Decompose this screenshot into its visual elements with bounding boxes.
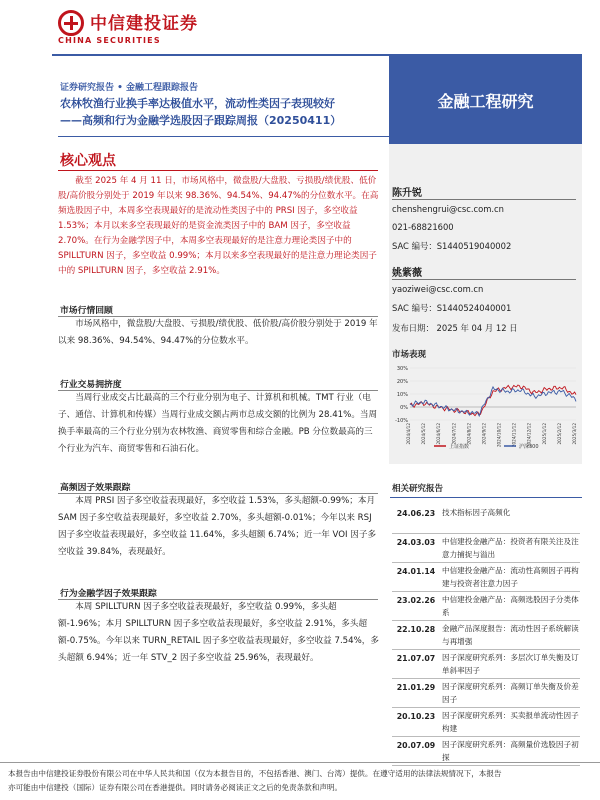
report-title: 农林牧渔行业换手率达极值水平，流动性类因子表现较好 bbox=[60, 97, 335, 110]
chart-y-tick-label: 10% bbox=[396, 392, 408, 398]
chart-y-tick-label: 30% bbox=[396, 366, 408, 372]
chart-x-tick-label: 2024/7/12 bbox=[451, 423, 457, 445]
related-report-title[interactable]: 因子深度研究系列：多层次订单失衡及订单斜率因子 bbox=[442, 653, 579, 675]
related-heading: 相关研究报告 bbox=[392, 484, 444, 494]
related-report-date: 24.06.23 bbox=[396, 509, 436, 518]
section-heading-behavior-factor: 行为金融学因子效果跟踪 bbox=[60, 589, 157, 599]
analyst-email: chenshengrui@csc.com.cn bbox=[392, 204, 504, 214]
report-subtitle: ——高频和行为金融学选股因子跟踪周报（20250411） bbox=[60, 114, 342, 127]
related-report-title[interactable]: 中信建投金融产品：流动性高频因子再构建与投资者注意力因子 bbox=[442, 566, 579, 588]
analyst-phone: 021-68821600 bbox=[392, 222, 454, 232]
footer-rule bbox=[0, 762, 600, 763]
related-report-title[interactable]: 中信建投金融产品：投资者有限关注及注意力捕捉与溢出 bbox=[442, 537, 579, 559]
related-report-date: 22.10.28 bbox=[396, 625, 436, 634]
analyst-sac: SAC 编号：S1440519040002 bbox=[392, 241, 512, 251]
related-report-date: 24.01.14 bbox=[396, 567, 436, 576]
publish-date: 发布日期： 2025 年 04 月 12 日 bbox=[392, 323, 518, 333]
chart-x-tick-label: 2024/6/12 bbox=[436, 423, 442, 445]
section-text-behavior-factor: 本周 SPILLTURN 因子多空收益表现最好，多空收益 0.99%，多头超额-1.96%；本月 SPILLTURN 因子多空收益表现最好，多空收益 2.91%，多头超额-0.75%。今年以来 TURN_RETAIL 因子多空收益表现最好，多空收益 7.54%，多头超额 6.94%；近一年 STV_2 因子多空收益 25.96%，表现最好。 bbox=[58, 602, 379, 663]
chart-x-tick-label: 2024/12/12 bbox=[526, 423, 532, 448]
section-heading-market: 市场行情回顾 bbox=[60, 306, 113, 316]
related-separator bbox=[392, 707, 580, 708]
related-report-title[interactable]: 因子深度研究系列：高频订单失衡及价差因子 bbox=[442, 682, 579, 704]
chart-x-tick-label: 2024/8/12 bbox=[466, 423, 472, 445]
analyst-rule bbox=[392, 199, 576, 200]
section-heading-crowding: 行业交易拥挤度 bbox=[60, 380, 122, 390]
logo-text-en: CHINA SECURITIES bbox=[58, 36, 161, 45]
section-text-market: 市场风格中，微盘股/大盘股、亏损股/绩优股、低价股/高价股分别处于 2019 年以来 98.36%、94.54%、94.47%的分位数水平。 bbox=[58, 319, 378, 346]
logo-icon bbox=[58, 10, 84, 36]
chart-x-tick-label: 2024/10/12 bbox=[496, 423, 502, 448]
analyst-name: 陈升锐 bbox=[392, 188, 422, 199]
core-view-heading: 核心观点 bbox=[60, 153, 116, 169]
related-separator bbox=[392, 765, 580, 766]
related-separator bbox=[392, 649, 580, 650]
analyst-name: 姚紫薇 bbox=[392, 268, 422, 279]
related-report-date: 23.02.26 bbox=[396, 596, 436, 605]
related-report-date: 24.03.03 bbox=[396, 538, 436, 547]
chart-y-tick-label: -10% bbox=[395, 418, 408, 424]
chart-y-tick-label: 20% bbox=[396, 379, 408, 385]
logo-text-cn: 中信建投证券 bbox=[90, 14, 198, 34]
chart-series-line bbox=[410, 385, 576, 416]
related-separator bbox=[392, 736, 580, 737]
core-view-rule bbox=[58, 170, 378, 171]
report-series: 证券研究报告 • 金融工程跟踪报告 bbox=[60, 83, 199, 93]
related-report-title[interactable]: 因子深度研究系列：高频量价选股因子初探 bbox=[442, 740, 579, 762]
market-performance-chart bbox=[390, 362, 582, 452]
related-report-date: 20.10.23 bbox=[396, 712, 436, 721]
related-report-date: 21.01.29 bbox=[396, 683, 436, 692]
related-report-title[interactable]: 中信建投金融产品：高频选股因子分类体系 bbox=[442, 595, 579, 617]
chart-title: 市场表现 bbox=[392, 350, 427, 360]
related-report-date: 21.07.07 bbox=[396, 654, 436, 663]
related-separator bbox=[392, 533, 580, 534]
related-rule bbox=[390, 497, 582, 498]
chart-x-tick-label: 2024/11/12 bbox=[511, 423, 517, 448]
related-report-title[interactable]: 金融产品深度报告：流动性因子系统解读与再增强 bbox=[442, 624, 579, 646]
related-report-title[interactable]: 因子深度研究系列：买卖报单流动性因子构建 bbox=[442, 711, 579, 733]
title-rule bbox=[58, 136, 390, 137]
chart-x-tick-label: 2025/2/12 bbox=[556, 423, 562, 445]
analyst-rule bbox=[392, 279, 576, 280]
related-report-date: 20.07.09 bbox=[396, 741, 436, 750]
related-separator bbox=[392, 678, 580, 679]
chart-x-tick-label: 2024/4/12 bbox=[406, 423, 411, 445]
category-banner: 金融工程研究 bbox=[389, 56, 582, 144]
related-separator bbox=[392, 620, 580, 621]
analyst-sac: SAC 编号：S1440524040001 bbox=[392, 303, 512, 313]
chart-x-tick-label: 2024/5/12 bbox=[421, 423, 427, 445]
chart-legend-label: 沪深300 bbox=[519, 444, 539, 450]
chart-x-tick-label: 2025/3/12 bbox=[572, 423, 577, 445]
related-report-title[interactable]: 技术指标因子高频化 bbox=[442, 508, 511, 517]
section-text-hf-factor: 本周 PRSI 因子多空收益表现最好，多空收益 1.53%，多头超额-0.99%；本月 SAM 因子多空收益表现最好，多空收益 2.70%，多头超额-0.01%；今年以来 RSJ 因子多空收益表现最好，多空收益 11.64%，多头超额 6.74%；近一年 VOI 因子多空收益 39.84%，表现最好。 bbox=[58, 496, 377, 557]
related-separator bbox=[392, 591, 580, 592]
section-heading-hf-factor: 高频因子效果跟踪 bbox=[60, 483, 131, 493]
section-text-crowding: 当周行业成交占比最高的三个行业分别为电子、计算机和机械。TMT 行业（电子、通信、计算机和传媒）当周行业成交额占两市总成交额的比例为 28.41%。当周换手率最高的三个行业分别为农林牧渔、商贸零售和综合金融。PB 分位数最高的三个行业为汽车、商贸零售和石油石化。 bbox=[58, 393, 378, 454]
footer-disclaimer-line1: 本报告由中信建投证券股份有限公司在中华人民共和国（仅为本报告目的，不包括香港、澳门、台湾）提供。在遵守适用的法律法规情况下，本报告 bbox=[8, 769, 502, 778]
chart-x-tick-label: 2024/9/12 bbox=[481, 423, 487, 445]
chart-legend-label: 上证指数 bbox=[449, 444, 470, 450]
related-separator bbox=[392, 562, 580, 563]
footer-disclaimer-line2: 亦可能由中信建投（国际）证券有限公司在香港提供。同时请务必阅读正文之后的免责条款和声明。 bbox=[8, 783, 343, 792]
core-view-text: 截至 2025 年 4 月 11 日，市场风格中，微盘股/大盘股、亏损股/绩优股、低价股/高价股分别处于 2019 年以来 98.36%、94.54%、94.47%的分位数水平。在高频选股因子中，本周多空表现最好的是流动性类因子中的 PRSI 因子，多空收益 1.53%；本月以来多空表现最好的是资金流类因子中的 BAM 因子，多空收益 2.70%。在行为金融学因子中，本周多空表现最好的是注意力理论类因子中的 SPILLTURN 因子，多空收益 0.99%；本月以来多空表现最好的是注意力理论类因子中的 SPILLTURN 因子，多空收益 2.91%。 bbox=[58, 176, 379, 276]
chart-x-tick-label: 2025/1/12 bbox=[541, 423, 547, 445]
analyst-email: yaoziwei@csc.com.cn bbox=[392, 284, 484, 294]
chart-y-tick-label: 0% bbox=[400, 405, 408, 411]
